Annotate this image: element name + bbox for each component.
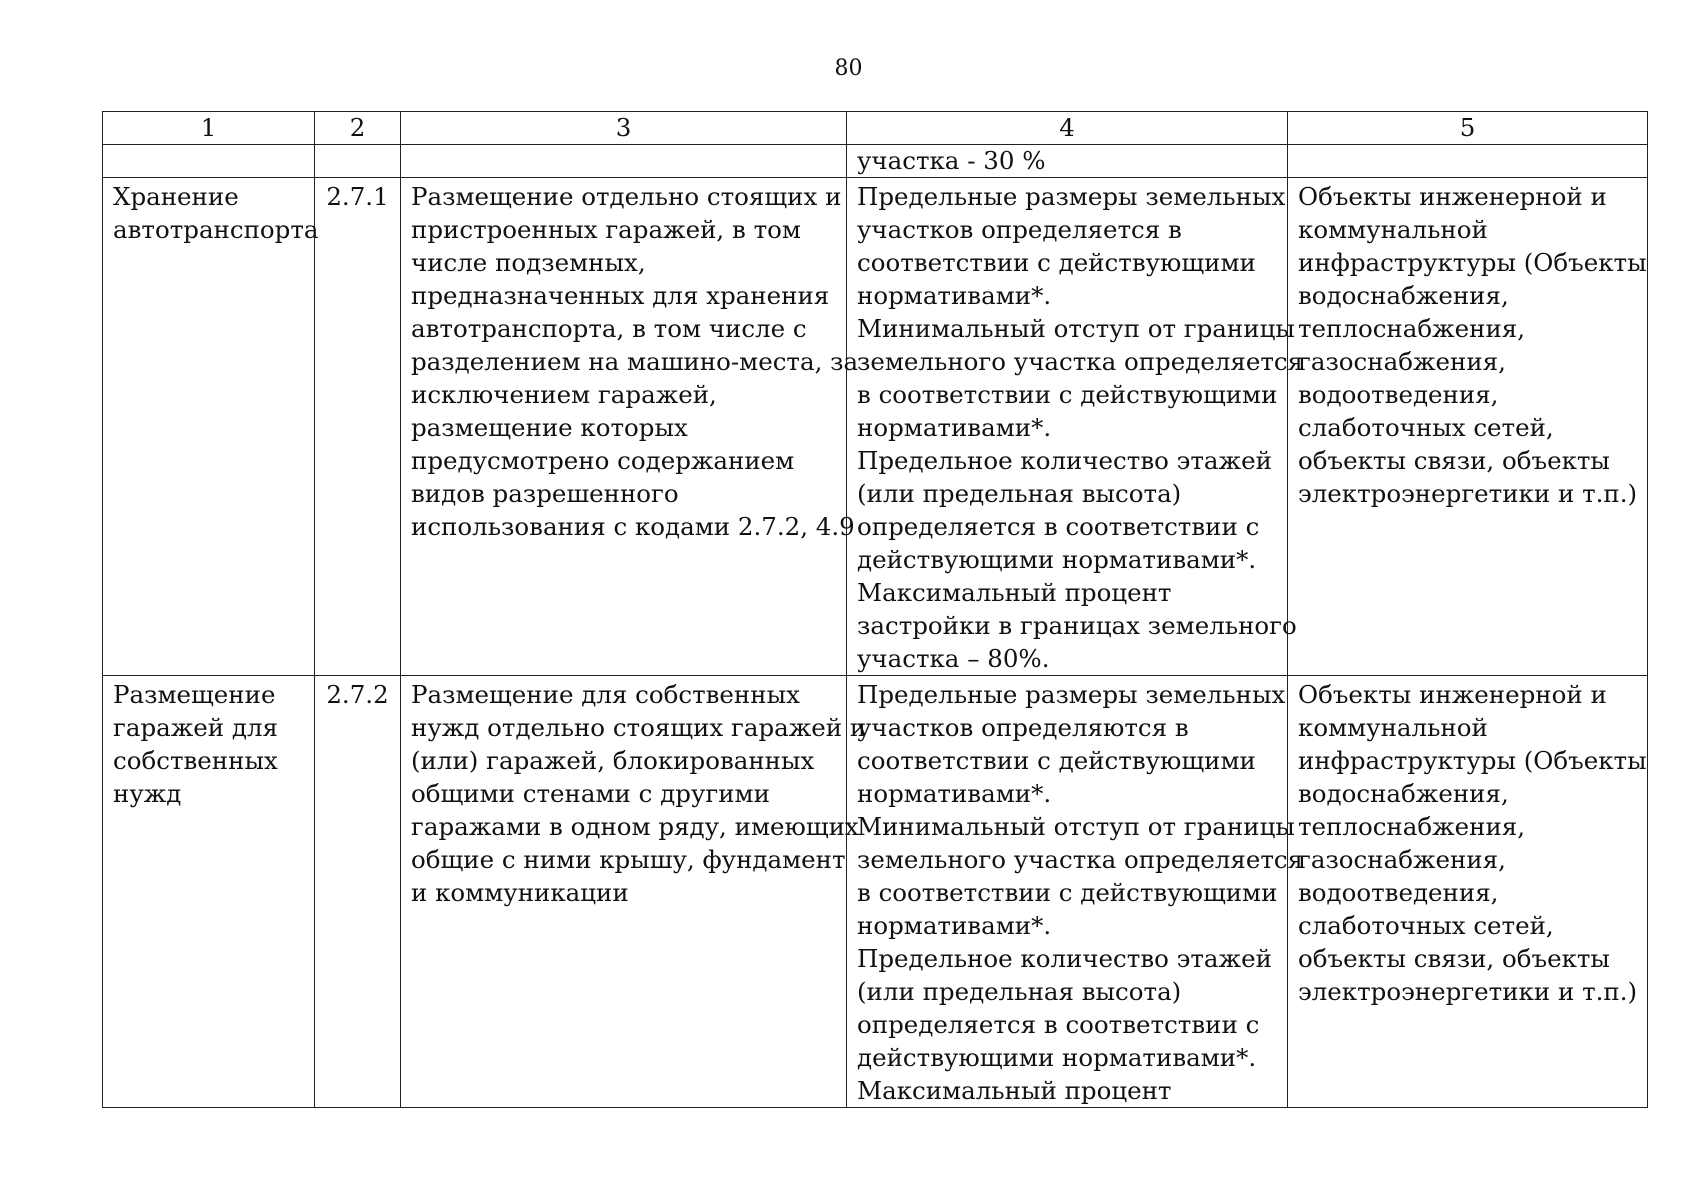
text-line: использования с кодами 2.7.2, 4.9 (411, 512, 855, 541)
text-line: Размещение (113, 680, 276, 709)
land-use-parameters-cell (847, 676, 1304, 1108)
text-line: автотранспорта (113, 215, 319, 244)
text-line: нормативами*. (857, 911, 1052, 940)
text-line: общими стенами с другими (411, 779, 770, 808)
text-line: нужд отдельно стоящих гаражей и (411, 713, 867, 742)
table-row (103, 178, 1648, 676)
text-line: Объекты инженерной и (1298, 182, 1607, 211)
land-use-table (102, 111, 1648, 1108)
text-line: разделением на машино-места, за (411, 347, 859, 376)
text-line: инфраструктуры (Объекты (1298, 746, 1647, 775)
text-line: Максимальный процент (857, 578, 1172, 607)
text-line: коммунальной (1298, 215, 1488, 244)
header-col-3: 3 (401, 112, 847, 145)
text-line: электроэнергетики и т.п.) (1298, 977, 1638, 1006)
text-line: размещение которых (411, 413, 688, 442)
text-line: земельного участка определяется (857, 845, 1304, 874)
text-line: электроэнергетики и т.п.) (1298, 479, 1638, 508)
header-col-4: 4 (847, 112, 1288, 145)
text-line: объекты связи, объекты (1298, 944, 1610, 973)
land-use-objects-cell (1288, 676, 1648, 1108)
table-header-row (103, 112, 1648, 145)
text-line: Минимальный отступ от границы (857, 812, 1295, 841)
text-line: Предельные размеры земельных (857, 182, 1286, 211)
land-use-parameters (857, 678, 1304, 1107)
cont-cell-2 (315, 145, 401, 178)
text-line: числе подземных, (411, 248, 646, 277)
header-col-2: 2 (315, 112, 401, 145)
text-line: теплоснабжения, (1298, 812, 1526, 841)
text-line: участков определяются в (857, 713, 1189, 742)
text-line: и коммуникации (411, 878, 629, 907)
text-line: Объекты инженерной и (1298, 680, 1607, 709)
text-line: нужд (113, 779, 182, 808)
land-use-name-cell (103, 178, 319, 676)
text-line: нормативами*. (857, 281, 1052, 310)
text-line: Размещение отдельно стоящих и (411, 182, 842, 211)
text-line: (или предельная высота) (857, 479, 1182, 508)
cont-cell-3 (401, 145, 847, 178)
text-line: объекты связи, объекты (1298, 446, 1610, 475)
text-line: Максимальный процент (857, 1076, 1172, 1105)
land-use-description-cell (401, 676, 867, 1108)
text-line: определяется в соответствии с (857, 1010, 1260, 1039)
text-line: исключением гаражей, (411, 380, 717, 409)
text-line: общие с ними крышу, фундамент (411, 845, 846, 874)
land-use-code: 2.7.1 (315, 178, 401, 676)
text-line: участка – 80%. (857, 644, 1050, 673)
header-col-1: 1 (103, 112, 315, 145)
text-line: предназначенных для хранения (411, 281, 830, 310)
text-line: водоснабжения, (1298, 779, 1509, 808)
text-line: Размещение для собственных (411, 680, 800, 709)
text-line: действующими нормативами*. (857, 1043, 1257, 1072)
land-use-code: 2.7.2 (315, 676, 401, 1108)
header-col-5: 5 (1288, 112, 1648, 145)
text-line: коммунальной (1298, 713, 1488, 742)
text-line: земельного участка определяется (857, 347, 1304, 376)
text-line: инфраструктуры (Объекты (1298, 248, 1647, 277)
land-use-description (411, 678, 867, 909)
text-line: Хранение (113, 182, 239, 211)
text-line: газоснабжения, (1298, 845, 1506, 874)
text-line: соответствии с действующими (857, 746, 1256, 775)
text-line: застройки в границах земельного (857, 611, 1297, 640)
land-use-objects (1298, 678, 1647, 1008)
text-line: слаботочных сетей, (1298, 413, 1554, 442)
text-line: действующими нормативами*. (857, 545, 1257, 574)
text-line: в соответствии с действующими (857, 380, 1278, 409)
text-line: Минимальный отступ от границы (857, 314, 1295, 343)
text-line: нормативами*. (857, 413, 1052, 442)
land-use-description (411, 180, 859, 543)
cont-cell-5 (1288, 145, 1648, 178)
land-use-parameters-cell (847, 178, 1304, 676)
text-line: теплоснабжения, (1298, 314, 1526, 343)
land-use-name (113, 678, 304, 810)
land-use-name-cell (103, 676, 315, 1108)
text-line: (или предельная высота) (857, 977, 1182, 1006)
land-use-objects (1298, 180, 1647, 510)
text-line: автотранспорта, в том числе с (411, 314, 807, 343)
text-line: газоснабжения, (1298, 347, 1506, 376)
continuation-row (103, 145, 1648, 178)
text-line: водоотведения, (1298, 380, 1499, 409)
cont-cell-1 (103, 145, 315, 178)
text-line: гаражами в одном ряду, имеющих (411, 812, 859, 841)
text-line: нормативами*. (857, 779, 1052, 808)
text-line: Предельное количество этажей (857, 944, 1272, 973)
cont-cell-4: участка - 30 % (847, 145, 1288, 178)
text-line: участков определяется в (857, 215, 1182, 244)
table-row (103, 676, 1648, 1108)
text-line: пристроенных гаражей, в том (411, 215, 801, 244)
land-use-parameters (857, 180, 1304, 675)
land-use-name (113, 180, 319, 246)
text-line: (или) гаражей, блокированных (411, 746, 815, 775)
text-line: Предельные размеры земельных (857, 680, 1286, 709)
text-line: собственных (113, 746, 278, 775)
text-line: Предельное количество этажей (857, 446, 1272, 475)
text-line: в соответствии с действующими (857, 878, 1278, 907)
text-line: слаботочных сетей, (1298, 911, 1554, 940)
text-line: предусмотрено содержанием (411, 446, 795, 475)
land-use-objects-cell (1288, 178, 1648, 676)
text-line: гаражей для (113, 713, 278, 742)
text-line: водоотведения, (1298, 878, 1499, 907)
text-line: определяется в соответствии с (857, 512, 1260, 541)
page-number: 80 (834, 56, 863, 81)
text-line: соответствии с действующими (857, 248, 1256, 277)
text-line: водоснабжения, (1298, 281, 1509, 310)
text-line: видов разрешенного (411, 479, 679, 508)
land-use-description-cell (401, 178, 859, 676)
